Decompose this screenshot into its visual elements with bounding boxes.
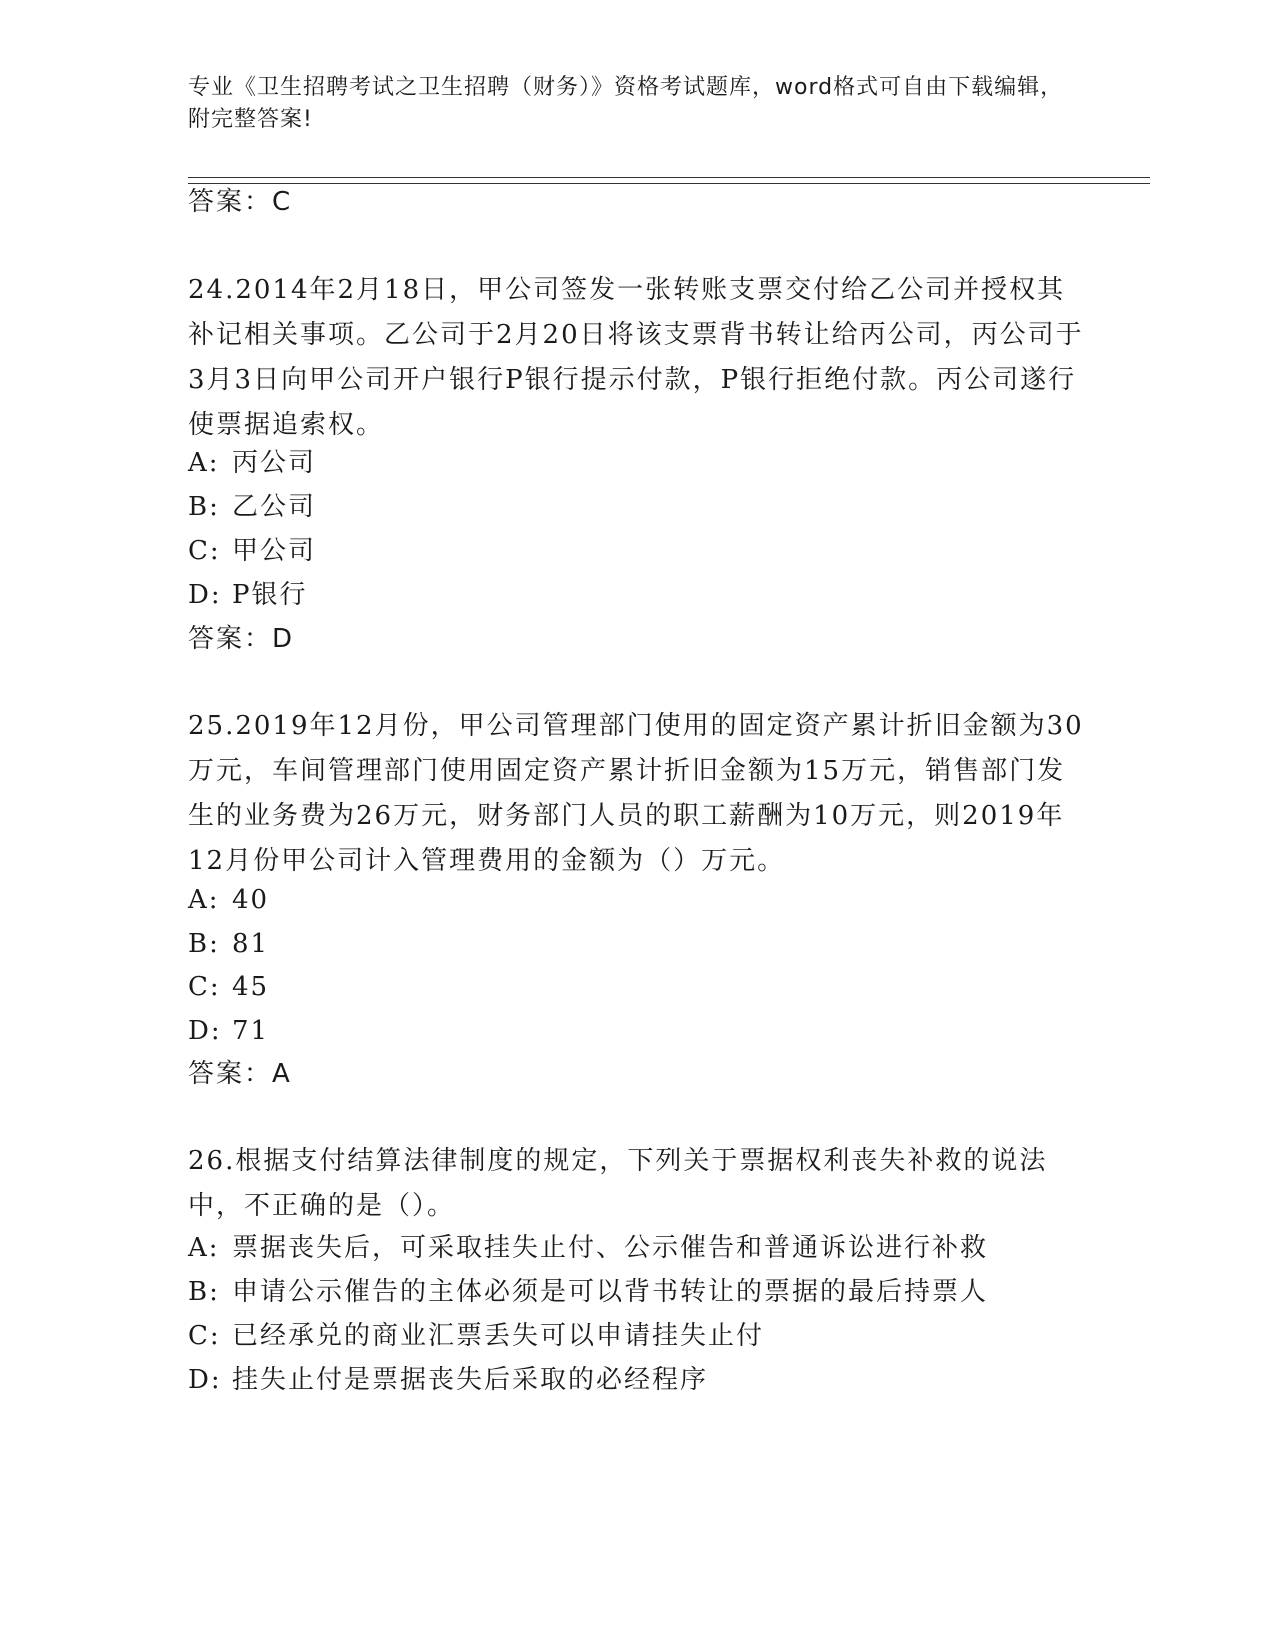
option-text: 已经承兑的商业汇票丢失可以申请挂失止付 (232, 1321, 765, 1351)
option-text: 丙公司 (232, 448, 317, 478)
question-24-option-b (188, 490, 316, 524)
question-24-option-d (188, 578, 308, 612)
option-text: 挂失止付是票据丧失后采取的必经程序 (232, 1365, 709, 1395)
option-key: C: (188, 1321, 221, 1351)
question-24-stem: 24.2014年2月18日，甲公司签发一张转账支票交付给乙公司并授权其补记相关事项。乙公司于2月20日将该支票背书转让给丙公司，丙公司于3月3日向甲公司开户银行P银行提示付款，P银行拒绝付款。丙公司遂行使票据追索权。 (188, 275, 1084, 440)
question-25-option-c (188, 970, 269, 1004)
question-25-answer: 答案：A (188, 1059, 292, 1089)
option-text: 45 (232, 972, 270, 1002)
option-key: D: (188, 1365, 222, 1395)
question-25-option-b (188, 927, 269, 961)
header-divider-bottom (188, 183, 1150, 184)
option-text: 申请公示催告的主体必须是可以背书转让的票据的最后持票人 (232, 1277, 989, 1307)
question-25-option-d (188, 1014, 269, 1048)
question-26-option-b (188, 1275, 988, 1309)
option-key: A: (188, 1233, 220, 1263)
option-text: 81 (232, 929, 270, 959)
option-key: B: (188, 492, 220, 522)
question-24-option-a (188, 446, 316, 480)
option-key: A: (188, 885, 220, 915)
previous-answer: 答案：C (188, 187, 293, 217)
option-text: 40 (232, 885, 270, 915)
question-26-option-c (188, 1319, 764, 1353)
question-24-option-c (188, 534, 316, 568)
question-25-stem: 25.2019年12月份，甲公司管理部门使用的固定资产累计折旧金额为30万元，车间管理部门使用固定资产累计折旧金额为15万元，销售部门发生的业务费为26万元，财务部门人员的职工薪酬为10万元，则2019年12月份甲公司计入管理费用的金额为（）万元。 (188, 711, 1084, 876)
option-key: C: (188, 972, 221, 1002)
option-text: 乙公司 (232, 492, 317, 522)
option-key: B: (188, 929, 220, 959)
option-text: P银行 (232, 580, 308, 610)
question-26-option-d (188, 1363, 708, 1397)
option-text: 票据丧失后，可采取挂失止付、公示催告和普通诉讼进行补救 (232, 1233, 989, 1263)
question-25-option-a (188, 883, 269, 917)
question-26-stem: 26.根据支付结算法律制度的规定，下列关于票据权利丧失补救的说法中，不正确的是（）。 (188, 1146, 1048, 1221)
option-key: D: (188, 580, 222, 610)
header-divider-top (188, 177, 1150, 178)
option-text: 甲公司 (232, 536, 317, 566)
question-24-answer: 答案：D (188, 624, 295, 654)
option-key: B: (188, 1277, 220, 1307)
question-26-option-a (188, 1231, 988, 1265)
option-text: 71 (232, 1016, 270, 1046)
option-key: A: (188, 448, 220, 478)
option-key: C: (188, 536, 221, 566)
option-key: D: (188, 1016, 222, 1046)
document-header: 专业《卫生招聘考试之卫生招聘（财务）》资格考试题库，word格式可自由下载编辑，附完整答案! (188, 75, 1064, 132)
